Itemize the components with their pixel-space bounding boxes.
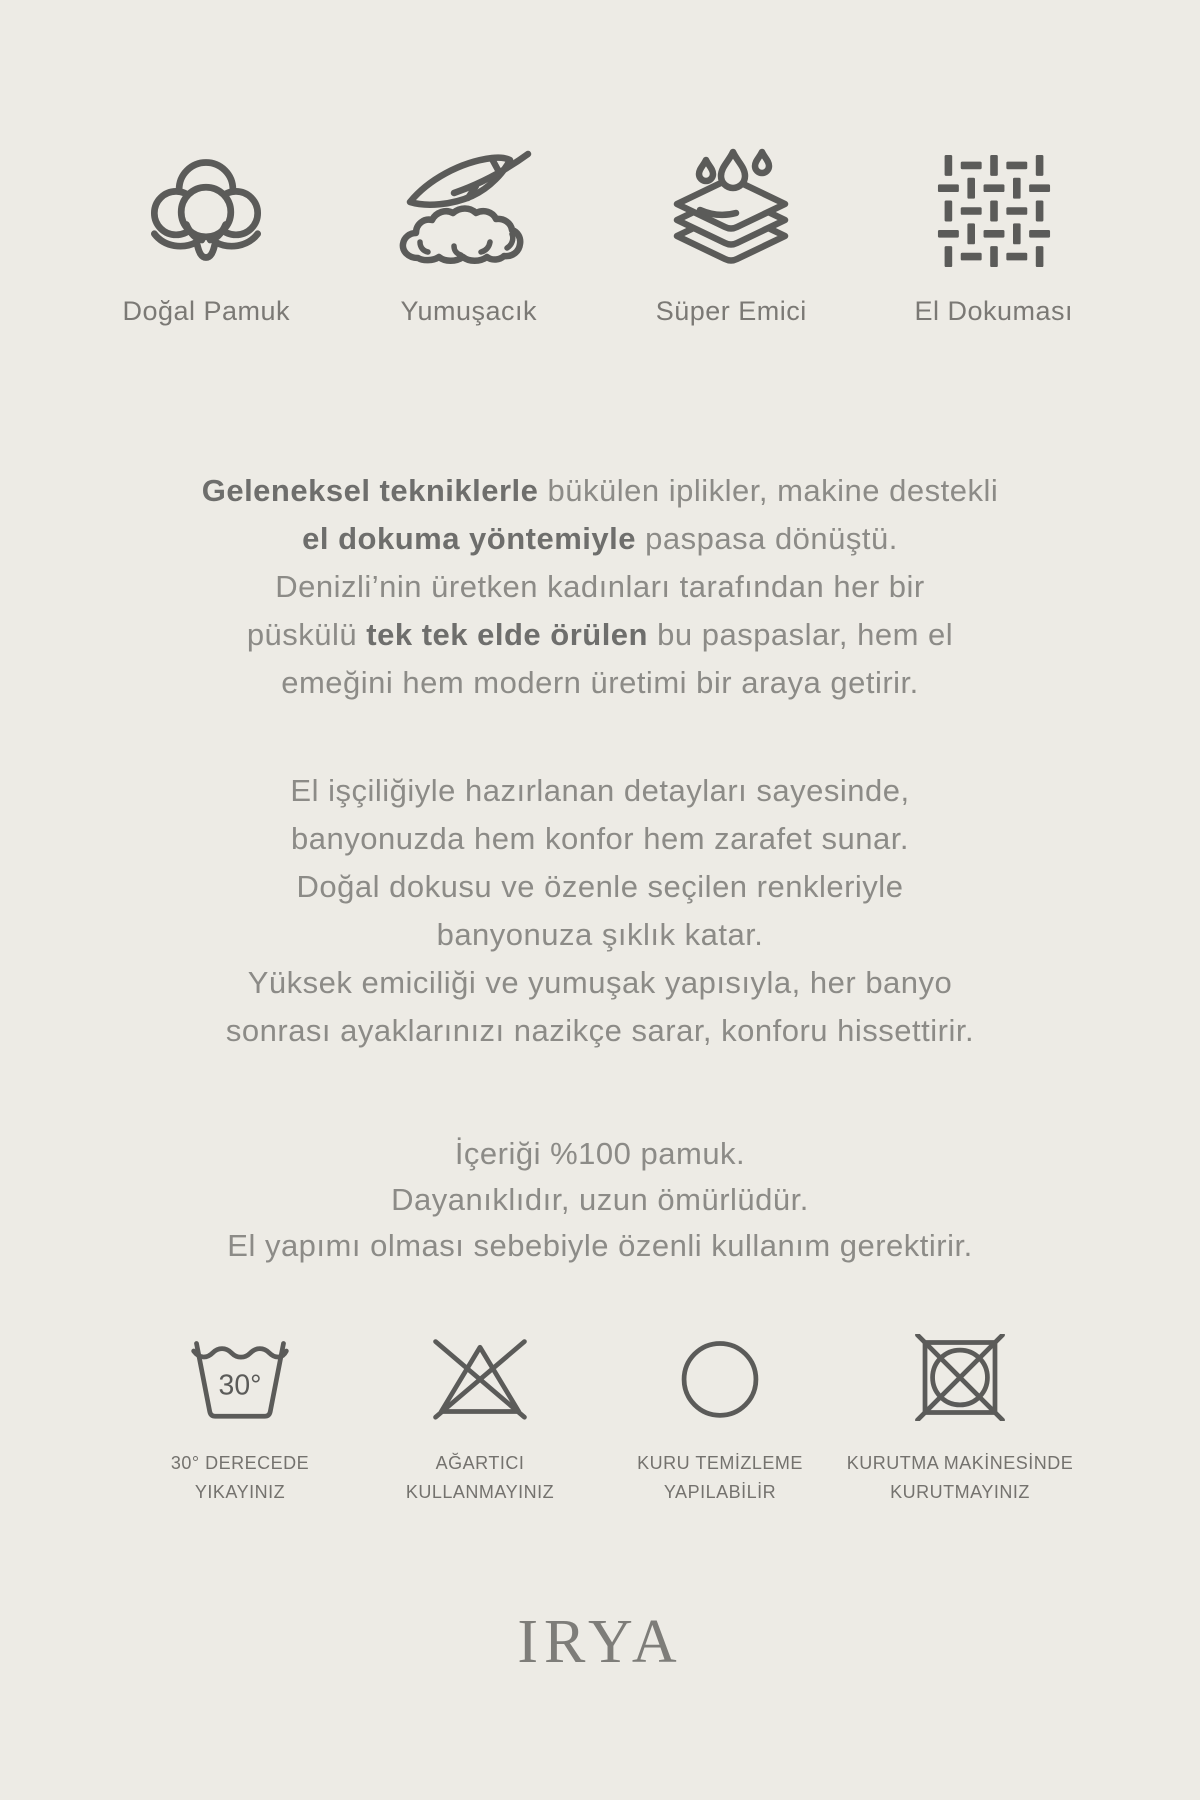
text-line: El yapımı olması sebebiyle özenli kullanım gerektirir. [227, 1228, 973, 1263]
no-tumble-dry-icon [903, 1325, 1017, 1421]
cotton-icon [144, 146, 268, 268]
text-line: Doğal dokusu ve özenle seçilen renkleriyle [296, 869, 904, 904]
feature-label: Doğal Pamuk [122, 296, 291, 326]
text-line: sonrası ayaklarınızı nazikçe sarar, konforu hissettirir. [225, 1013, 975, 1048]
text-line: el dokuma yöntemiyle paspasa dönüştü. [302, 521, 898, 556]
text-line: Dayanıklıdır, uzun ömürlüdür. [391, 1182, 809, 1217]
care-item-no-tumble-dry [840, 1325, 1080, 1507]
care-label-line: YIKAYINIZ [194, 1482, 286, 1502]
feature-soft [338, 146, 601, 327]
feature-absorbent [600, 146, 863, 327]
no-bleach-icon [423, 1325, 537, 1421]
wash-30-icon [183, 1325, 297, 1421]
care-item-dry-clean [600, 1325, 840, 1507]
care-label [171, 1449, 309, 1507]
text-line: Yüksek emiciliği ve yumuşak yapısıyla, her banyo [247, 965, 953, 1000]
feature-handwoven [863, 146, 1126, 327]
composition-paragraph [90, 1131, 1110, 1269]
care-item-no-bleach [360, 1325, 600, 1507]
care-label [637, 1449, 803, 1507]
text-line: banyonuza şıklık katar. [436, 917, 764, 952]
intro-paragraph [90, 467, 1110, 707]
absorbent-layers-icon [656, 146, 806, 268]
care-label [406, 1449, 554, 1507]
care-label-line: AĞARTICI [435, 1453, 525, 1473]
feature-label: Süper Emici [655, 296, 807, 326]
detail-paragraph [90, 767, 1110, 1055]
text-line: Geleneksel tekniklerle bükülen iplikler, makine destekli [201, 473, 999, 508]
text-line: püskülü tek tek elde örülen bu paspaslar, hem el [246, 617, 954, 652]
care-label-line: YAPILABİLİR [663, 1482, 777, 1502]
dry-clean-icon [663, 1325, 777, 1421]
care-item-wash-30 [120, 1325, 360, 1507]
feature-label: El Dokuması [914, 296, 1074, 326]
care-row [120, 1325, 1080, 1507]
care-label-line: KULLANMAYINIZ [405, 1482, 555, 1502]
text-line: emeğini hem modern üretimi bir araya getirir. [281, 665, 919, 700]
care-label [847, 1449, 1074, 1507]
text-line: İçeriği %100 pamuk. [454, 1136, 746, 1171]
text-line: Denizli’nin üretken kadınları tarafından her bir [275, 569, 925, 604]
care-label-line: 30° DERECEDE [170, 1453, 310, 1473]
wash-temp-text: 30° [218, 1369, 262, 1402]
care-label-line: KURUTMA MAKİNESİNDE [846, 1453, 1074, 1473]
text-line: El işçiliğiyle hazırlanan detayları sayesinde, [290, 773, 910, 808]
feature-label: Yumuşacık [400, 296, 538, 326]
feature-row [75, 146, 1125, 327]
feature-natural-cotton [75, 146, 338, 327]
weave-icon [937, 146, 1051, 268]
brand-logo: IRYA [517, 1608, 683, 1676]
care-label-line: KURUTMAYINIZ [890, 1482, 1030, 1502]
feather-cloud-icon [394, 146, 544, 268]
care-label-line: KURU TEMİZLEME [637, 1453, 803, 1473]
text-line: banyonuzda hem konfor hem zarafet sunar. [291, 821, 909, 856]
